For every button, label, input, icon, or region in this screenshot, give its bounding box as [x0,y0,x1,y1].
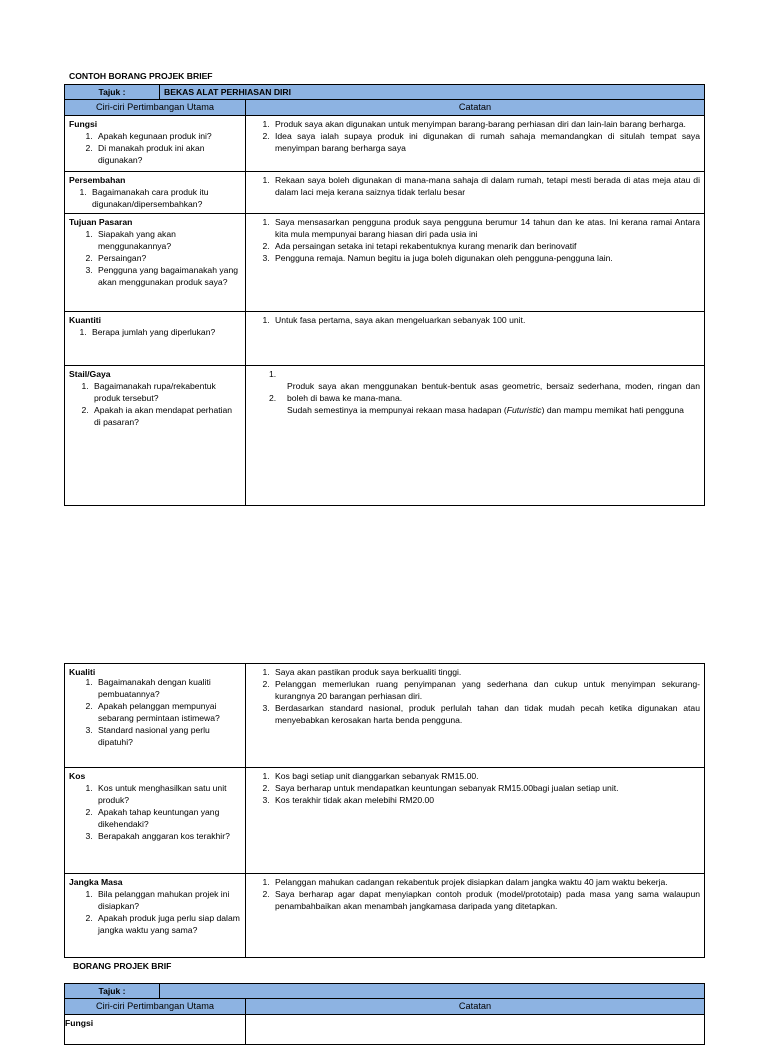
note-item: 1. Pelanggan mahukan cadangan rekabentuk projek disiapkan dalam jangka waktu 40 jam waktu bekerja. [272,876,700,888]
note-item: 1. Saya mensasarkan pengguna produk saya pengguna berumur 14 tahun dan ke atas. Ini kerana ramai Antara kita mula mempunyai barang hiasan diri pada usia ini [272,216,700,240]
row-kos [65,768,705,874]
column-header-left: Ciri-ciri Pertimbangan Utama [65,100,246,116]
note-item: Produk saya akan menggunakan bentuk-bentuk asas geometric, bersaiz sederhana, moden, ringan dan boleh di bawa ke mana-mana. [287,381,700,403]
form-tajuk-field[interactable] [160,984,705,999]
note-item: 2. Saya berharap untuk mendapatkan keuntungan sebanyak RM15.00bagi jualan setiap unit. [272,782,700,794]
question-item: 1. Bagaimanakah cara produk itu digunakan/dipersembahkan? [89,186,241,210]
note-item: 1. Produk saya akan digunakan untuk menyimpan barang-barang perhiasan diri dan lain-lain barang berharga. [272,118,700,130]
section-heading: Fungsi [69,119,98,129]
form-section-heading: Fungsi [65,1018,94,1028]
question-item: 2. Apakah pelanggan mempunyai sebarang permintaan istimewa? [95,700,241,724]
question-item: 1. Bagaimanakah rupa/rekabentuk produk tersebut? [91,380,241,404]
note-item-emphasis: Futuristic [506,405,542,415]
form-title: BORANG PROJEK BRIF [73,961,172,971]
question-item: 3. Pengguna yang bagaimanakah yang akan menggunakan produk saya? [95,264,241,288]
question-item: 1. Bagaimanakah dengan kualiti pembuatannya? [95,676,241,700]
question-item: 2. Di manakah produk ini akan digunakan? [95,142,241,166]
row-stail-gaya: Stail/Gaya 1. Bagaimanakah rupa/rekabentuk produk tersebut? 2. Apakah ia akan mendapat perhatian di pasaran? 1. Produk saya akan menggunakan bentuk-bentuk asas geometric, bersaiz sederhana, moden, ringan dan boleh di bawa ke mana-mana. 2. Sudah semestinya ia mempunyai rekaan masa hadapan (Futuristic) dan mampu memikat hati pengguna [65,366,705,506]
note-item: 3. Berdasarkan standard nasional, produk perlulah tahan dan tidak mudah pecah ketika digunakan atau menyebabkan kerosakan harta benda pengguna. [272,702,700,726]
row-fungsi [65,116,705,172]
note-item: 2. Pelanggan memerlukan ruang penyimpanan yang sederhana dan cukup untuk menyimpan sekurang-kurangnya 20 barangan perhiasan diri. [272,678,700,702]
question-item: 2. Apakah produk juga perlu siap dalam jangka waktu yang sama? [95,912,241,936]
question-item: 1. Kos untuk menghasilkan satu unit produk? [95,782,241,806]
question-item: 3. Berapakah anggaran kos terakhir? [95,830,241,842]
question-item: 1. Bila pelanggan mahukan projek ini disiapkan? [95,888,241,912]
document-title: CONTOH BORANG PROJEK BRIEF [69,71,213,81]
column-header-right: Catatan [246,100,705,116]
question-item: 1. Apakah kegunaan produk ini? [95,130,241,142]
note-item: 2. Ada persaingan setaka ini tetapi rekabentuknya kurang menarik dan berinovatif [272,240,700,252]
question-item: 1. Siapakah yang akan menggunakannya? [95,228,241,252]
row-kuantiti [65,312,705,366]
question-item: 2. Persaingan? [95,252,241,264]
row-kualiti [65,664,705,768]
row-tujuan-pasaran [65,214,705,312]
tajuk-label: Tajuk : [65,85,160,100]
form-notes-field[interactable] [246,1015,705,1045]
note-item: 1. Untuk fasa pertama, saya akan mengeluarkan sebanyak 100 unit. [272,314,700,326]
section-heading: Kualiti [69,667,96,677]
question-item: 3. Standard nasional yang perlu dipatuhi? [95,724,241,748]
section-heading: Persembahan [69,175,126,185]
row-persembahan [65,172,705,214]
section-heading: Kos [69,771,86,781]
section-heading: Kuantiti [69,315,101,325]
row-jangka-masa [65,874,705,958]
section-heading: Tujuan Pasaran [69,217,133,227]
note-item: 2. Saya berharap agar dapat menyiapkan contoh produk (model/prototaip) pada masa yang sama walaupun penambahbaikan akan menambah jangkamasa daripada yang ditetapkan. [272,888,700,912]
note-item: 1. Saya akan pastikan produk saya berkualiti tinggi. [272,666,700,678]
project-brief-table [64,84,705,506]
question-item: 1. Berapa jumlah yang diperlukan? [89,326,241,338]
note-item-prefix: Sudah semestinya ia mempunyai rekaan masa hadapan ( [287,405,507,415]
section-heading: Jangka Masa [69,877,123,887]
note-item: 1. Rekaan saya boleh digunakan di mana-mana sahaja di dalam rumah, tetapi mesti berada di atas meja atau di dalam laci meja kerana saiznya tidak terlalu besar [272,174,700,198]
note-item: 1. Kos bagi setiap unit dianggarkan sebanyak RM15.00. [272,770,700,782]
form-column-header-right: Catatan [246,999,705,1015]
note-item-suffix: ) dan mampu memikat hati pengguna [541,405,684,415]
project-brief-table-continued [64,663,705,958]
form-column-header-left: Ciri-ciri Pertimbangan Utama [65,999,246,1015]
form-tajuk-label: Tajuk : [65,984,160,999]
note-item: 3. Pengguna remaja. Namun begitu ia juga boleh digunakan oleh pengguna-pengguna lain. [272,252,700,264]
note-item: 2. Idea saya ialah supaya produk ini digunakan di rumah sahaja memandangkan di situlah tempat saya menyimpan barang berharga saya [272,130,700,154]
question-item: 2. Apakah tahap keuntungan yang dikehendaki? [95,806,241,830]
section-heading: Stail/Gaya [69,369,111,379]
tajuk-value: BEKAS ALAT PERHIASAN DIRI [160,85,705,100]
blank-form-table [64,983,705,1045]
note-item: 3. Kos terakhir tidak akan melebihi RM20.00 [272,794,700,806]
question-item: 2. Apakah ia akan mendapat perhatian di pasaran? [91,404,241,428]
